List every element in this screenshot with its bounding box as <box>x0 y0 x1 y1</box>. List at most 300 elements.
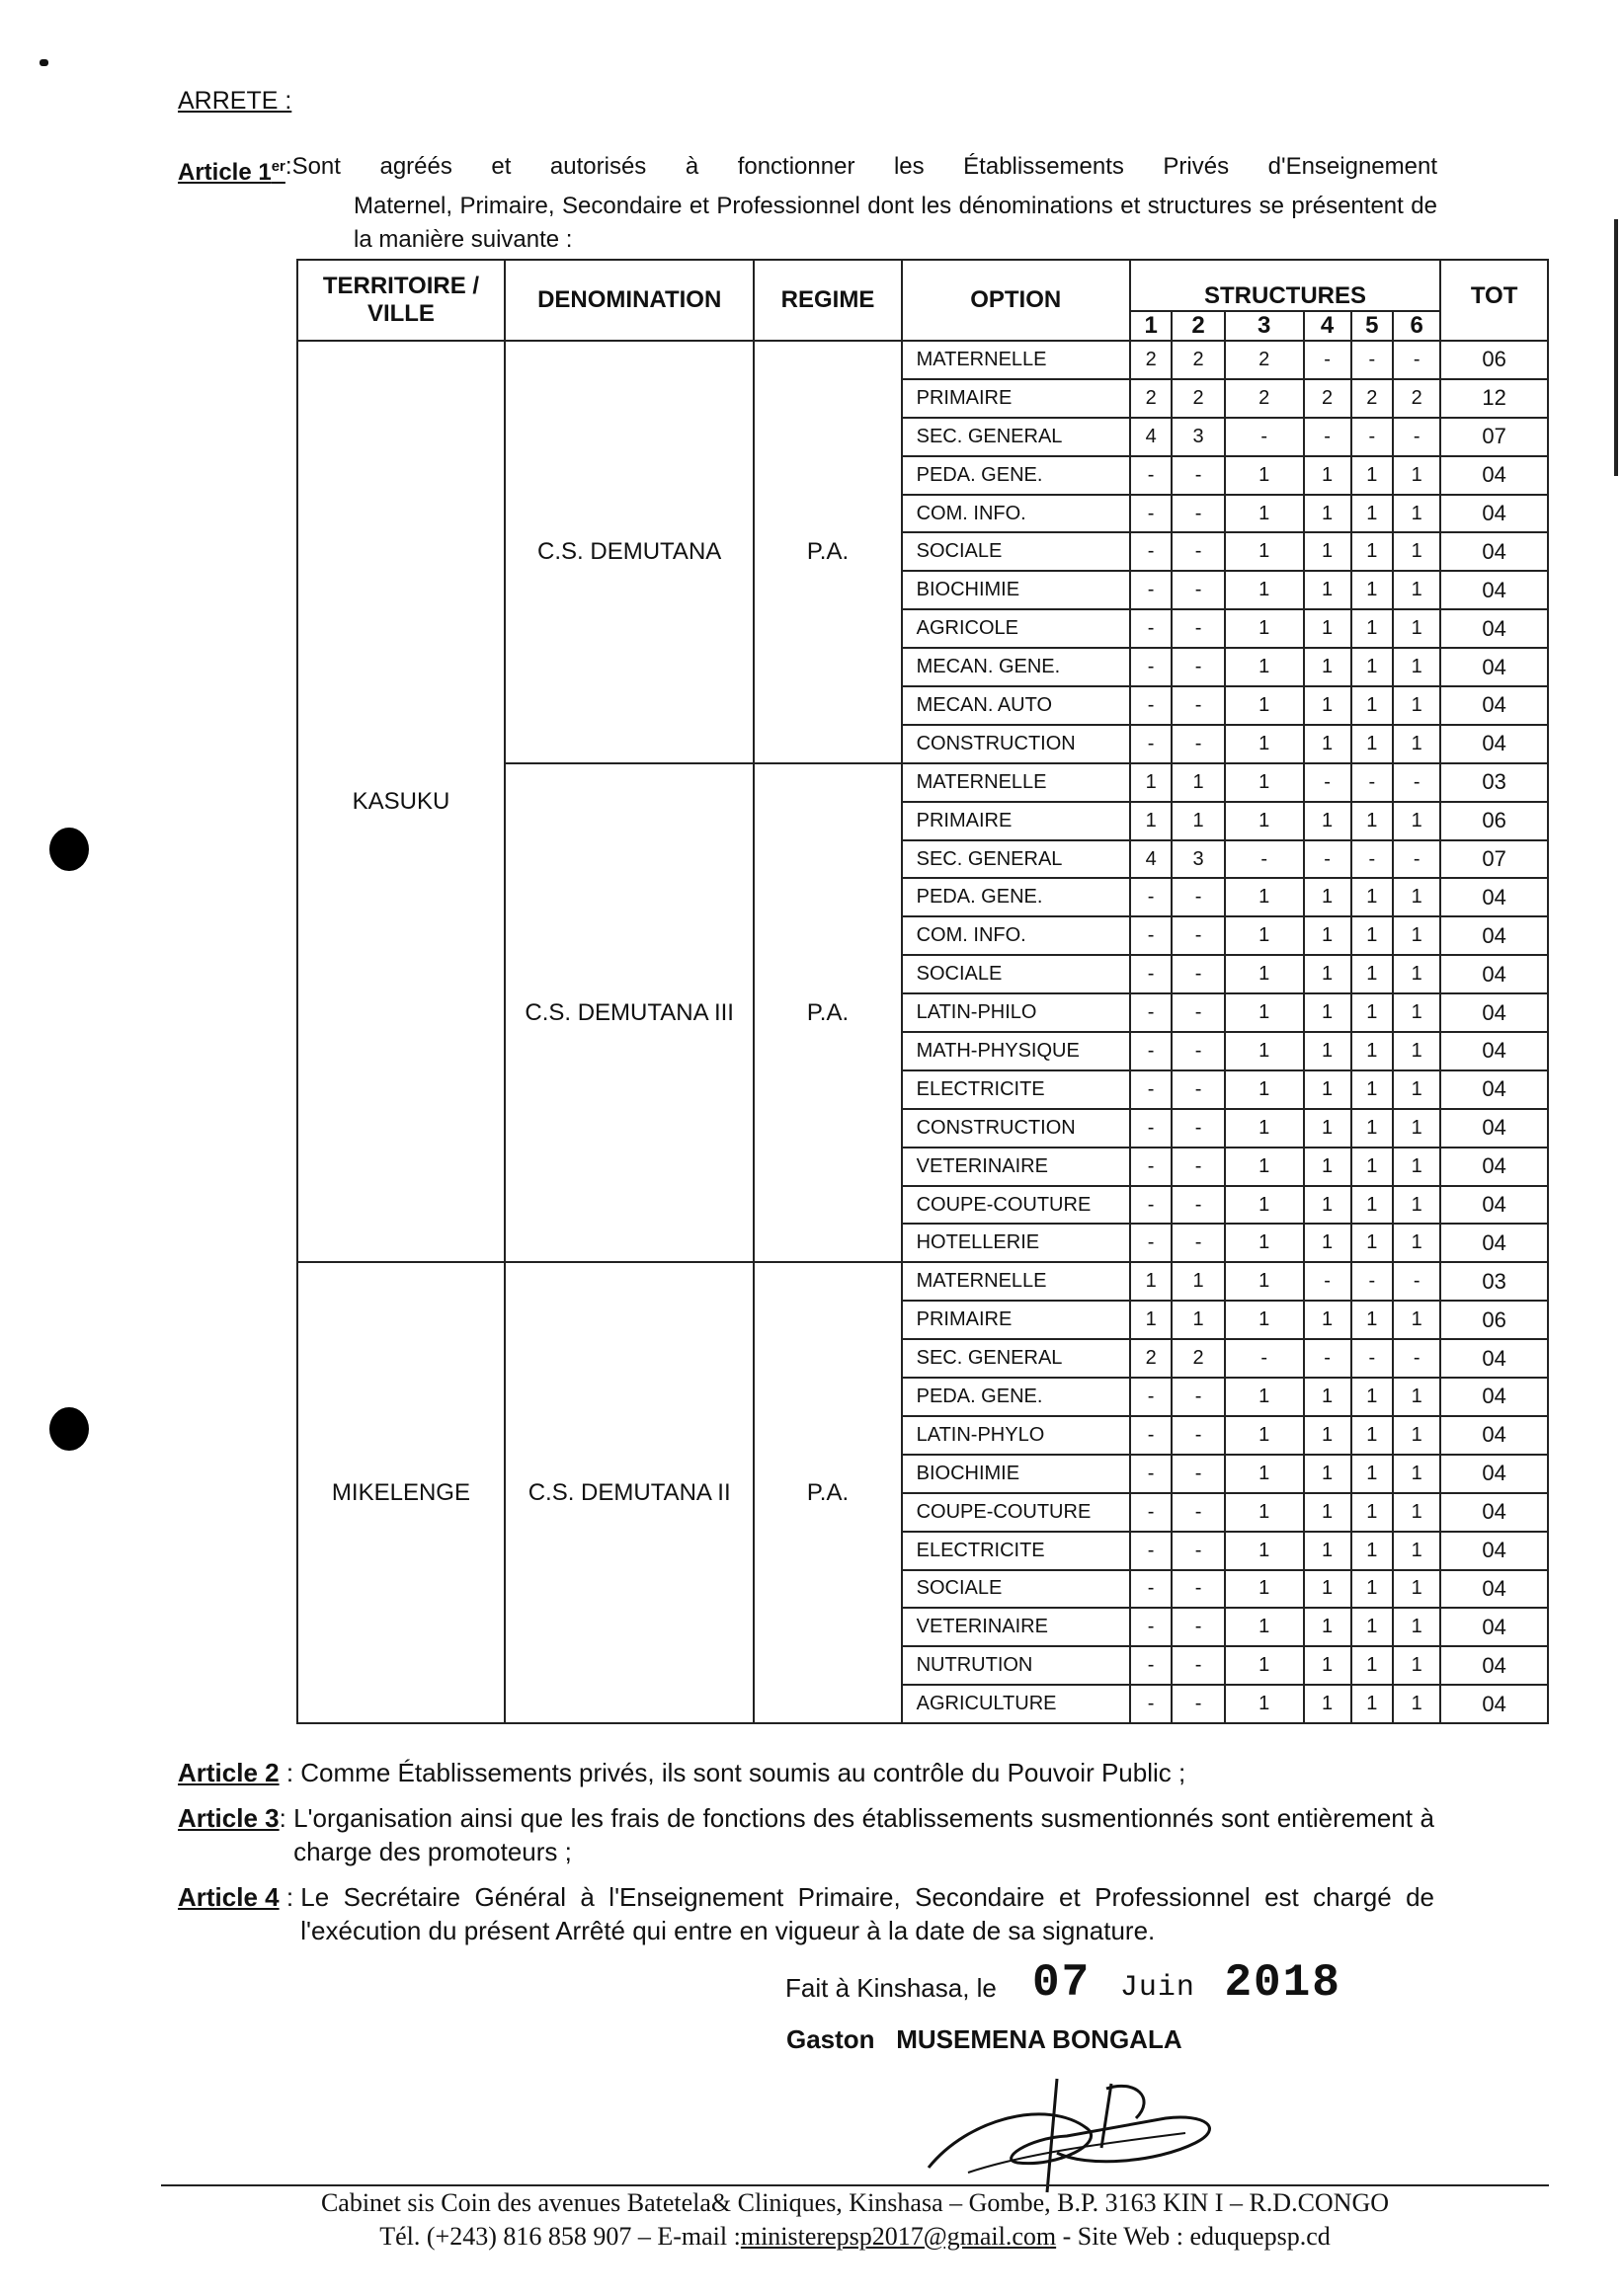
level-5-cell: 1 <box>1351 532 1394 571</box>
level-3-cell: 1 <box>1225 1148 1304 1186</box>
total-cell: 04 <box>1440 1416 1548 1455</box>
option-cell: MATERNELLE <box>902 763 1130 802</box>
level-3-cell: 1 <box>1225 1301 1304 1339</box>
level-1-cell: - <box>1130 1416 1173 1455</box>
option-cell: PRIMAIRE <box>902 1301 1130 1339</box>
level-3-cell: 1 <box>1225 955 1304 993</box>
level-4-cell: 1 <box>1304 456 1351 495</box>
level-6-cell: 1 <box>1393 1224 1440 1262</box>
level-5-cell: - <box>1351 1339 1394 1378</box>
punch-hole-bottom <box>49 1407 89 1451</box>
option-cell: VETERINAIRE <box>902 1148 1130 1186</box>
level-4-cell: 1 <box>1304 1070 1351 1109</box>
option-cell: VETERINAIRE <box>902 1608 1130 1646</box>
level-5-cell: 1 <box>1351 1685 1394 1723</box>
level-3-cell: 1 <box>1225 456 1304 495</box>
level-6-cell: 1 <box>1393 1416 1440 1455</box>
total-cell: 03 <box>1440 763 1548 802</box>
level-3-cell: 1 <box>1225 993 1304 1032</box>
article-1-first-line <box>178 150 1437 190</box>
option-cell: COM. INFO. <box>902 495 1130 533</box>
school-name-cell: C.S. DEMUTANA <box>505 341 755 763</box>
level-1-cell: - <box>1130 609 1173 648</box>
total-cell: 04 <box>1440 1570 1548 1609</box>
total-cell: 07 <box>1440 840 1548 879</box>
level-6-cell: 1 <box>1393 1070 1440 1109</box>
level-4-cell: 1 <box>1304 1570 1351 1609</box>
level-2-cell: - <box>1172 571 1224 609</box>
total-cell: 04 <box>1440 571 1548 609</box>
article-2-text: Comme Établissements privés, ils sont soumis au contrôle du Pouvoir Public ; <box>300 1758 1186 1787</box>
level-1-cell: - <box>1130 955 1173 993</box>
option-cell: ELECTRICITE <box>902 1070 1130 1109</box>
total-cell: 04 <box>1440 1608 1548 1646</box>
school-name-cell: C.S. DEMUTANA II <box>505 1262 755 1723</box>
level-1-cell: 1 <box>1130 802 1173 840</box>
level-5-cell: 1 <box>1351 1493 1394 1532</box>
level-1-cell: 1 <box>1130 1301 1173 1339</box>
header-level-3: 3 <box>1225 311 1304 341</box>
level-2-cell: 1 <box>1172 1262 1224 1301</box>
level-2-cell: - <box>1172 1109 1224 1148</box>
level-5-cell: 1 <box>1351 648 1394 686</box>
article-3 <box>178 1801 1434 1868</box>
total-cell: 04 <box>1440 878 1548 916</box>
header-level-4: 4 <box>1304 311 1351 341</box>
total-cell: 04 <box>1440 725 1548 763</box>
level-2-cell: - <box>1172 1493 1224 1532</box>
total-cell: 04 <box>1440 495 1548 533</box>
level-1-cell: 2 <box>1130 379 1173 418</box>
article-4-label: Article 4 <box>178 1882 280 1912</box>
level-1-cell: - <box>1130 1570 1173 1609</box>
level-6-cell: 1 <box>1393 1032 1440 1070</box>
level-2-cell: 1 <box>1172 1301 1224 1339</box>
level-2-cell: - <box>1172 725 1224 763</box>
total-cell: 04 <box>1440 1646 1548 1685</box>
header-level-2: 2 <box>1172 311 1224 341</box>
level-3-cell: 2 <box>1225 379 1304 418</box>
regime-cell: P.A. <box>754 1262 901 1723</box>
header-level-1: 1 <box>1130 311 1173 341</box>
level-5-cell: 2 <box>1351 379 1394 418</box>
level-2-cell: - <box>1172 1186 1224 1225</box>
level-4-cell: 1 <box>1304 1646 1351 1685</box>
level-1-cell: 4 <box>1130 840 1173 879</box>
level-3-cell: - <box>1225 840 1304 879</box>
level-4-cell: 1 <box>1304 532 1351 571</box>
articles-2-4 <box>178 1756 1434 1959</box>
level-6-cell: - <box>1393 763 1440 802</box>
option-cell: PEDA. GENE. <box>902 878 1130 916</box>
level-3-cell: 1 <box>1225 1416 1304 1455</box>
total-cell: 04 <box>1440 1032 1548 1070</box>
level-4-cell: 1 <box>1304 1685 1351 1723</box>
level-2-cell: 2 <box>1172 379 1224 418</box>
total-cell: 04 <box>1440 648 1548 686</box>
level-5-cell: 1 <box>1351 609 1394 648</box>
level-2-cell: 3 <box>1172 418 1224 456</box>
level-4-cell: 1 <box>1304 609 1351 648</box>
level-5-cell: - <box>1351 840 1394 879</box>
level-3-cell: 1 <box>1225 1224 1304 1262</box>
date-stamp <box>1032 1957 1341 2009</box>
signer-last-name: MUSEMENA BONGALA <box>896 2024 1182 2054</box>
level-1-cell: - <box>1130 1685 1173 1723</box>
level-4-cell: 1 <box>1304 1109 1351 1148</box>
level-1-cell: 1 <box>1130 763 1173 802</box>
level-3-cell: 1 <box>1225 1532 1304 1570</box>
level-6-cell: 1 <box>1393 609 1440 648</box>
decree-heading: ARRETE : <box>178 87 292 115</box>
date-stamp-day: 07 <box>1032 1957 1092 2009</box>
territory-cell: MIKELENGE <box>297 1262 505 1723</box>
level-1-cell: - <box>1130 456 1173 495</box>
option-cell: MECAN. GENE. <box>902 648 1130 686</box>
level-3-cell: 1 <box>1225 1378 1304 1416</box>
footer-email-link[interactable]: ministerepsp2017@gmail.com <box>740 2222 1057 2251</box>
level-5-cell: 1 <box>1351 1224 1394 1262</box>
table-row <box>297 341 1548 379</box>
level-2-cell: - <box>1172 495 1224 533</box>
level-5-cell: 1 <box>1351 1608 1394 1646</box>
level-6-cell: 1 <box>1393 802 1440 840</box>
option-cell: COUPE-COUTURE <box>902 1493 1130 1532</box>
level-1-cell: - <box>1130 686 1173 725</box>
level-1-cell: - <box>1130 532 1173 571</box>
level-1-cell: - <box>1130 1148 1173 1186</box>
level-3-cell: 1 <box>1225 1455 1304 1493</box>
level-3-cell: 1 <box>1225 1608 1304 1646</box>
level-3-cell: 1 <box>1225 609 1304 648</box>
level-3-cell: 1 <box>1225 1070 1304 1109</box>
level-1-cell: - <box>1130 1493 1173 1532</box>
level-5-cell: 1 <box>1351 456 1394 495</box>
option-cell: SOCIALE <box>902 955 1130 993</box>
option-cell: LATIN-PHYLO <box>902 1416 1130 1455</box>
level-6-cell: 1 <box>1393 686 1440 725</box>
header-structures: STRUCTURES <box>1130 260 1440 311</box>
level-4-cell: 1 <box>1304 1032 1351 1070</box>
level-3-cell: 1 <box>1225 648 1304 686</box>
option-cell: CONSTRUCTION <box>902 725 1130 763</box>
option-cell: CONSTRUCTION <box>902 1109 1130 1148</box>
level-1-cell: - <box>1130 916 1173 955</box>
level-3-cell: 1 <box>1225 878 1304 916</box>
level-4-cell: 1 <box>1304 648 1351 686</box>
footer-site: - Site Web : eduquepsp.cd <box>1056 2222 1331 2251</box>
level-1-cell: - <box>1130 993 1173 1032</box>
total-cell: 04 <box>1440 686 1548 725</box>
level-2-cell: - <box>1172 1685 1224 1723</box>
level-1-cell: - <box>1130 878 1173 916</box>
signer-name <box>786 2024 1182 2055</box>
article-1-superscript: er <box>271 158 285 175</box>
header-denomination: DENOMINATION <box>505 260 755 341</box>
level-2-cell: - <box>1172 456 1224 495</box>
level-4-cell: 1 <box>1304 1608 1351 1646</box>
level-4-cell: 1 <box>1304 1378 1351 1416</box>
total-cell: 03 <box>1440 1262 1548 1301</box>
option-cell: MATERNELLE <box>902 1262 1130 1301</box>
option-cell: MATERNELLE <box>902 341 1130 379</box>
level-5-cell: 1 <box>1351 686 1394 725</box>
level-4-cell: 1 <box>1304 1186 1351 1225</box>
level-3-cell: 1 <box>1225 1262 1304 1301</box>
level-3-cell: 1 <box>1225 1570 1304 1609</box>
level-3-cell: - <box>1225 1339 1304 1378</box>
level-4-cell: 1 <box>1304 993 1351 1032</box>
level-6-cell: - <box>1393 341 1440 379</box>
territory-cell: KASUKU <box>297 341 505 1262</box>
level-6-cell: 1 <box>1393 993 1440 1032</box>
option-cell: LATIN-PHILO <box>902 993 1130 1032</box>
article-2-separator: : <box>279 1758 301 1787</box>
level-2-cell: - <box>1172 1378 1224 1416</box>
total-cell: 04 <box>1440 993 1548 1032</box>
regime-cell: P.A. <box>754 341 901 763</box>
total-cell: 04 <box>1440 1685 1548 1723</box>
level-6-cell: 1 <box>1393 1109 1440 1148</box>
total-cell: 07 <box>1440 418 1548 456</box>
punch-hole-top <box>49 828 89 871</box>
footer-tel: Tél. (+243) 816 858 907 – E-mail : <box>379 2222 741 2251</box>
option-cell: COUPE-COUTURE <box>902 1186 1130 1225</box>
school-name-cell: C.S. DEMUTANA III <box>505 763 755 1263</box>
level-4-cell: 1 <box>1304 1455 1351 1493</box>
article-1-label <box>178 150 285 190</box>
level-6-cell: 1 <box>1393 495 1440 533</box>
level-1-cell: 1 <box>1130 1262 1173 1301</box>
level-5-cell: 1 <box>1351 1186 1394 1225</box>
level-4-cell: - <box>1304 418 1351 456</box>
total-cell: 04 <box>1440 609 1548 648</box>
level-4-cell: 1 <box>1304 916 1351 955</box>
level-1-cell: - <box>1130 1032 1173 1070</box>
level-6-cell: 1 <box>1393 878 1440 916</box>
level-3-cell: 1 <box>1225 1493 1304 1532</box>
header-option: OPTION <box>902 260 1130 341</box>
level-3-cell: 1 <box>1225 916 1304 955</box>
level-2-cell: - <box>1172 1416 1224 1455</box>
level-3-cell: 1 <box>1225 571 1304 609</box>
level-5-cell: - <box>1351 1262 1394 1301</box>
level-4-cell: 1 <box>1304 1224 1351 1262</box>
article-1-text-first: :Sont agréés et autorisés à fonctionner les Établissements Privés d'Enseignement <box>284 153 1437 180</box>
level-2-cell: 2 <box>1172 1339 1224 1378</box>
regime-cell: P.A. <box>754 763 901 1263</box>
level-1-cell: - <box>1130 1378 1173 1416</box>
article-1-text-rest: Maternel, Primaire, Secondaire et Professionnel dont les dénominations et structures se présentent de la manière suivante : <box>354 193 1437 253</box>
level-3-cell: 1 <box>1225 1109 1304 1148</box>
level-2-cell: - <box>1172 532 1224 571</box>
level-2-cell: - <box>1172 1455 1224 1493</box>
article-4-separator: : <box>279 1882 301 1912</box>
level-2-cell: - <box>1172 648 1224 686</box>
level-2-cell: - <box>1172 993 1224 1032</box>
level-1-cell: - <box>1130 1646 1173 1685</box>
level-2-cell: - <box>1172 1646 1224 1685</box>
total-cell: 04 <box>1440 1378 1548 1416</box>
schools-structure-table <box>296 259 1549 1724</box>
option-cell: SOCIALE <box>902 532 1130 571</box>
level-6-cell: - <box>1393 840 1440 879</box>
level-3-cell: 2 <box>1225 341 1304 379</box>
level-3-cell: 1 <box>1225 495 1304 533</box>
option-cell: PEDA. GENE. <box>902 456 1130 495</box>
level-1-cell: - <box>1130 1608 1173 1646</box>
level-2-cell: - <box>1172 878 1224 916</box>
level-5-cell: 1 <box>1351 1570 1394 1609</box>
level-2-cell: 2 <box>1172 341 1224 379</box>
level-5-cell: 1 <box>1351 1646 1394 1685</box>
total-cell: 04 <box>1440 1339 1548 1378</box>
level-4-cell: 2 <box>1304 379 1351 418</box>
level-5-cell: 1 <box>1351 1378 1394 1416</box>
level-1-cell: - <box>1130 648 1173 686</box>
level-5-cell: 1 <box>1351 1148 1394 1186</box>
total-cell: 06 <box>1440 341 1548 379</box>
article-2-label: Article 2 <box>178 1758 280 1787</box>
scan-edge-mark <box>1614 219 1618 476</box>
table-row <box>297 1262 1548 1301</box>
level-3-cell: 1 <box>1225 686 1304 725</box>
level-1-cell: - <box>1130 1186 1173 1225</box>
option-cell: SEC. GENERAL <box>902 418 1130 456</box>
level-4-cell: 1 <box>1304 878 1351 916</box>
level-6-cell: 1 <box>1393 532 1440 571</box>
level-5-cell: - <box>1351 341 1394 379</box>
place-date-label: Fait à Kinshasa, le <box>785 1973 997 2003</box>
signer-first-name: Gaston <box>786 2024 875 2054</box>
option-cell: AGRICULTURE <box>902 1685 1130 1723</box>
level-6-cell: 1 <box>1393 1493 1440 1532</box>
option-cell: PRIMAIRE <box>902 379 1130 418</box>
level-5-cell: - <box>1351 418 1394 456</box>
option-cell: ELECTRICITE <box>902 1532 1130 1570</box>
level-5-cell: 1 <box>1351 725 1394 763</box>
level-4-cell: 1 <box>1304 955 1351 993</box>
article-1 <box>178 150 1437 257</box>
level-4-cell: 1 <box>1304 495 1351 533</box>
article-3-label: Article 3 <box>178 1803 280 1833</box>
level-4-cell: 1 <box>1304 1532 1351 1570</box>
level-3-cell: 1 <box>1225 1685 1304 1723</box>
level-4-cell: - <box>1304 763 1351 802</box>
footer-address: Cabinet sis Coin des avenues Batetela& Cliniques, Kinshasa – Gombe, B.P. 3163 KIN I – R.D.CONGO <box>320 2188 1390 2217</box>
level-6-cell: 1 <box>1393 725 1440 763</box>
article-3-separator: : <box>279 1803 294 1833</box>
level-3-cell: 1 <box>1225 1032 1304 1070</box>
total-cell: 04 <box>1440 1186 1548 1225</box>
total-cell: 04 <box>1440 1109 1548 1148</box>
option-cell: BIOCHIMIE <box>902 1455 1130 1493</box>
article-3-text: L'organisation ainsi que les frais de fonctions des établissements susmentionnés sont entièrement à charge des promoteurs ; <box>293 1803 1434 1866</box>
level-1-cell: 2 <box>1130 1339 1173 1378</box>
total-cell: 04 <box>1440 1455 1548 1493</box>
header-tot: TOT <box>1440 260 1548 341</box>
option-cell: SEC. GENERAL <box>902 840 1130 879</box>
level-4-cell: 1 <box>1304 1493 1351 1532</box>
level-3-cell: 1 <box>1225 725 1304 763</box>
level-2-cell: 1 <box>1172 763 1224 802</box>
option-cell: SOCIALE <box>902 1570 1130 1609</box>
total-cell: 06 <box>1440 1301 1548 1339</box>
level-1-cell: 4 <box>1130 418 1173 456</box>
level-2-cell: - <box>1172 955 1224 993</box>
level-1-cell: - <box>1130 1224 1173 1262</box>
option-cell: HOTELLERIE <box>902 1224 1130 1262</box>
level-2-cell: 3 <box>1172 840 1224 879</box>
scan-speck <box>40 59 48 66</box>
level-4-cell: - <box>1304 1262 1351 1301</box>
level-4-cell: - <box>1304 341 1351 379</box>
total-cell: 04 <box>1440 532 1548 571</box>
total-cell: 04 <box>1440 1224 1548 1262</box>
level-2-cell: - <box>1172 1148 1224 1186</box>
option-cell: PEDA. GENE. <box>902 1378 1130 1416</box>
level-6-cell: - <box>1393 1262 1440 1301</box>
level-4-cell: 1 <box>1304 1148 1351 1186</box>
level-5-cell: 1 <box>1351 495 1394 533</box>
level-5-cell: 1 <box>1351 1532 1394 1570</box>
level-6-cell: - <box>1393 418 1440 456</box>
footer <box>161 2186 1549 2254</box>
level-5-cell: 1 <box>1351 993 1394 1032</box>
option-cell: COM. INFO. <box>902 916 1130 955</box>
level-5-cell: 1 <box>1351 1032 1394 1070</box>
level-4-cell: 1 <box>1304 1416 1351 1455</box>
level-1-cell: - <box>1130 1109 1173 1148</box>
level-3-cell: 1 <box>1225 532 1304 571</box>
level-2-cell: - <box>1172 609 1224 648</box>
level-6-cell: 2 <box>1393 379 1440 418</box>
article-1-label-text: Article 1 <box>178 159 272 186</box>
level-6-cell: 1 <box>1393 1608 1440 1646</box>
table-body <box>297 341 1548 1723</box>
date-stamp-year: 2018 <box>1224 1957 1341 2009</box>
article-4-text: Le Secrétaire Général à l'Enseignement Primaire, Secondaire et Professionnel est chargé de l'exécution du présent Arrêté qui entre en vigueur à la date de sa signature. <box>300 1882 1434 1945</box>
level-1-cell: - <box>1130 495 1173 533</box>
level-6-cell: - <box>1393 1339 1440 1378</box>
article-4 <box>178 1880 1434 1947</box>
level-5-cell: 1 <box>1351 878 1394 916</box>
level-3-cell: 1 <box>1225 802 1304 840</box>
level-2-cell: - <box>1172 1532 1224 1570</box>
level-6-cell: 1 <box>1393 1570 1440 1609</box>
total-cell: 04 <box>1440 916 1548 955</box>
option-cell: NUTRUTION <box>902 1646 1130 1685</box>
date-stamp-month: Juin <box>1119 1971 1195 2005</box>
level-5-cell: 1 <box>1351 1455 1394 1493</box>
level-1-cell: - <box>1130 1070 1173 1109</box>
level-4-cell: - <box>1304 1339 1351 1378</box>
level-2-cell: - <box>1172 1570 1224 1609</box>
level-4-cell: 1 <box>1304 571 1351 609</box>
level-3-cell: 1 <box>1225 763 1304 802</box>
level-6-cell: 1 <box>1393 1148 1440 1186</box>
total-cell: 04 <box>1440 1532 1548 1570</box>
level-2-cell: - <box>1172 1032 1224 1070</box>
option-cell: MECAN. AUTO <box>902 686 1130 725</box>
level-5-cell: 1 <box>1351 955 1394 993</box>
level-6-cell: 1 <box>1393 955 1440 993</box>
level-3-cell: 1 <box>1225 1646 1304 1685</box>
level-5-cell: 1 <box>1351 1301 1394 1339</box>
total-cell: 04 <box>1440 1493 1548 1532</box>
level-1-cell: - <box>1130 725 1173 763</box>
option-cell: SEC. GENERAL <box>902 1339 1130 1378</box>
